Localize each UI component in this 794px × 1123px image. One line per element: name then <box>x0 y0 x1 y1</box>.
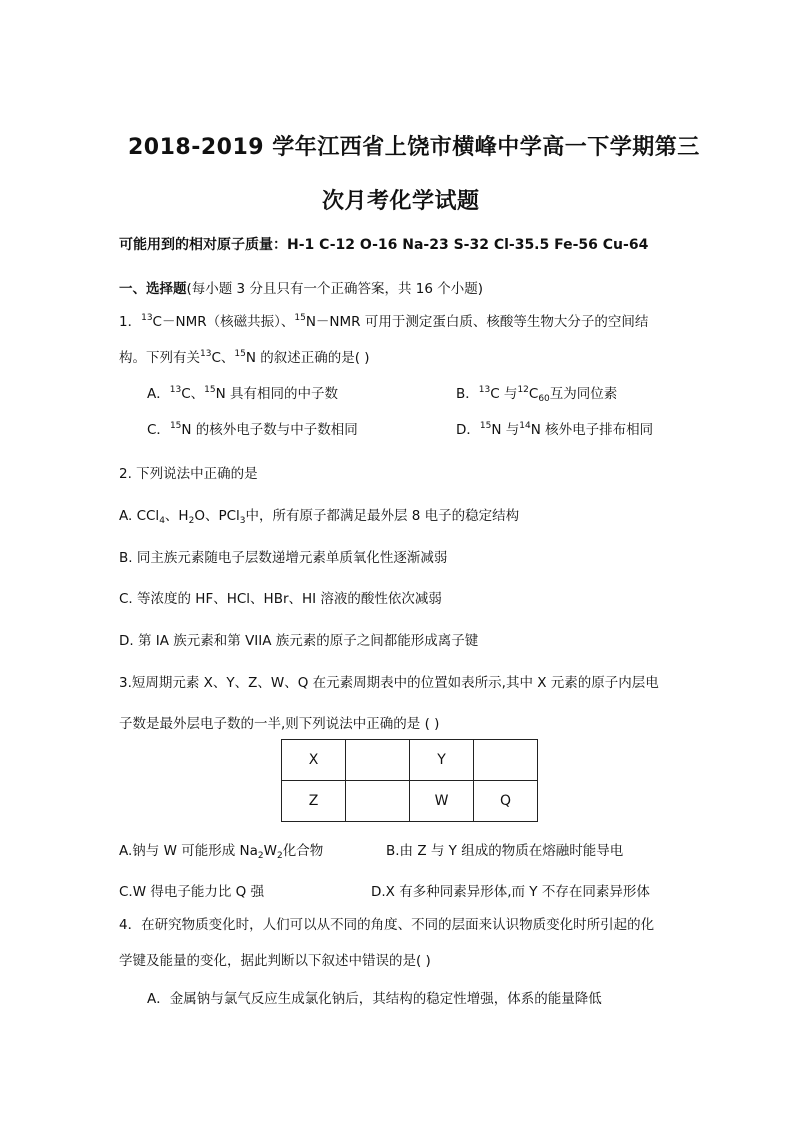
q1-option-a <box>147 382 338 402</box>
q2-option-c: C. 等浓度的 HF、HCl、HBr、HI 溶液的酸性依次减弱 <box>119 591 442 607</box>
q1-mass-15: 15 <box>294 313 306 323</box>
q1-option-c <box>147 418 358 438</box>
q1-text-d: N 的叙述正确的是( ) <box>245 350 370 366</box>
q2-a-h: 、H <box>164 508 189 524</box>
atomic-masses-line: 可能用到的相对原子质量：H-1 C-12 O-16 Na-23 S-32 Cl-35.5 Fe-56 Cu-64 <box>119 237 649 253</box>
q1-b-mass-13: 13 <box>478 385 491 395</box>
section-heading-note: (每小题 3 分且只有一个正确答案，共 16 个小题) <box>186 281 483 297</box>
q1-line2-mass-15: 15 <box>234 349 246 359</box>
title-line-1: 2018-2019 学年江西省上饶市横峰中学高一下学期第三 <box>128 135 700 160</box>
periodic-table-fragment <box>281 739 538 822</box>
table-row <box>282 740 538 781</box>
q2-option-a <box>119 504 519 524</box>
q3-stem-line-2: 子数是最外层电子数的一半,则下列说法中正确的是 ( ) <box>119 716 440 732</box>
q3-option-c: C.W 得电子能力比 Q 强 <box>119 884 265 900</box>
q4-stem-line-1: 4．在研究物质变化时，人们可以从不同的角度、不同的层面来认识物质变化时所引起的化 <box>119 917 655 933</box>
q2-a-pre: A. CCl <box>119 508 160 524</box>
q3-option-b: B.由 Z 与 Y 组成的物质在熔融时能导电 <box>386 843 624 859</box>
table-row <box>282 781 538 822</box>
section-heading-label: 一、选择题 <box>119 281 187 297</box>
table-cell: Z <box>282 781 346 822</box>
q1-number: 1． <box>119 314 142 330</box>
q3-a-sub-1: 2 <box>257 851 264 861</box>
table-cell <box>346 781 410 822</box>
q4-option-a: A．金属钠与氯气反应生成氯化钠后，其结构的稳定性增强，体系的能量降低 <box>147 991 602 1007</box>
q4-stem-line-2: 学键及能量的变化，据此判断以下叙述中错误的是( ) <box>119 953 431 969</box>
q1-a-label: A． <box>147 386 170 402</box>
q1-mass-13: 13 <box>141 313 153 323</box>
q3-a-w: W <box>263 843 277 859</box>
q1-b-label: B． <box>456 386 479 402</box>
q3-option-d: D.X 有多种同素异形体,而 Y 不存在同素异形体 <box>371 884 650 900</box>
q3-stem-line-1: 3.短周期元素 X、Y、Z、W、Q 在元素周期表中的位置如表所示,其中 X 元素的原子内层电 <box>119 675 659 691</box>
q3-a-post: 化合物 <box>282 843 324 859</box>
q1-d-mass-15: 15 <box>479 421 492 431</box>
q1-a-post: N 具有相同的中子数 <box>215 386 338 402</box>
q1-b-post: 互为同位素 <box>549 386 618 402</box>
q1-d-mass-14: 14 <box>519 421 531 431</box>
q1-b-sub-60: 60 <box>538 394 550 404</box>
q1-line2-mass-13: 13 <box>200 349 212 359</box>
q1-text-line2: 构。下列有关 <box>119 350 200 366</box>
q1-d-label: D． <box>456 422 480 438</box>
q1-text-b: N－NMR 可用于测定蛋白质、核酸等生物大分子的空间结 <box>305 314 649 330</box>
q1-b-mid: C 与 <box>490 386 518 402</box>
q1-b-c: C <box>528 386 539 402</box>
q2-a-sub-3: 3 <box>239 516 246 526</box>
q3-a-pre: A.钠与 W 可能形成 Na <box>119 843 258 859</box>
q3-a-sub-2: 2 <box>276 851 283 861</box>
q1-b-mass-12: 12 <box>517 385 529 395</box>
q2-a-o: O、PCl <box>194 508 240 524</box>
q2-a-post: 中，所有原子都满足最外层 8 电子的稳定结构 <box>245 508 520 524</box>
table-cell <box>346 740 410 781</box>
table-cell: Q <box>474 781 538 822</box>
table-cell <box>474 740 538 781</box>
table-cell: X <box>282 740 346 781</box>
q2-stem: 2. 下列说法中正确的是 <box>119 466 258 482</box>
q1-d-mid: N 与 <box>491 422 520 438</box>
q1-c-label: C． <box>147 422 170 438</box>
q2-a-sub-2: 2 <box>188 516 195 526</box>
section-heading <box>119 277 483 297</box>
q1-option-b <box>456 382 617 402</box>
q1-stem-line-1 <box>119 310 648 330</box>
q1-a-mid: C、 <box>181 386 205 402</box>
q1-text-a: C－NMR（核磁共振）、 <box>152 314 295 330</box>
q1-c-mass-15: 15 <box>169 421 182 431</box>
q2-option-d: D. 第 IA 族元素和第 VIIA 族元素的原子之间都能形成离子键 <box>119 633 479 649</box>
title-line-2: 次月考化学试题 <box>322 189 480 214</box>
q1-option-d <box>456 418 653 438</box>
table-cell: Y <box>410 740 474 781</box>
table-cell: W <box>410 781 474 822</box>
q1-c-post: N 的核外电子数与中子数相同 <box>181 422 358 438</box>
q2-option-b: B. 同主族元素随电子层数递增元素单质氧化性逐渐减弱 <box>119 550 448 566</box>
q1-a-mass-15: 15 <box>204 385 216 395</box>
q3-option-a <box>119 839 323 859</box>
q1-a-mass-13: 13 <box>169 385 182 395</box>
q1-stem-line-2 <box>119 346 370 366</box>
q1-d-post: N 核外电子排布相同 <box>530 422 654 438</box>
q1-text-c: C、 <box>211 350 235 366</box>
q2-a-sub-4: 4 <box>159 516 165 526</box>
